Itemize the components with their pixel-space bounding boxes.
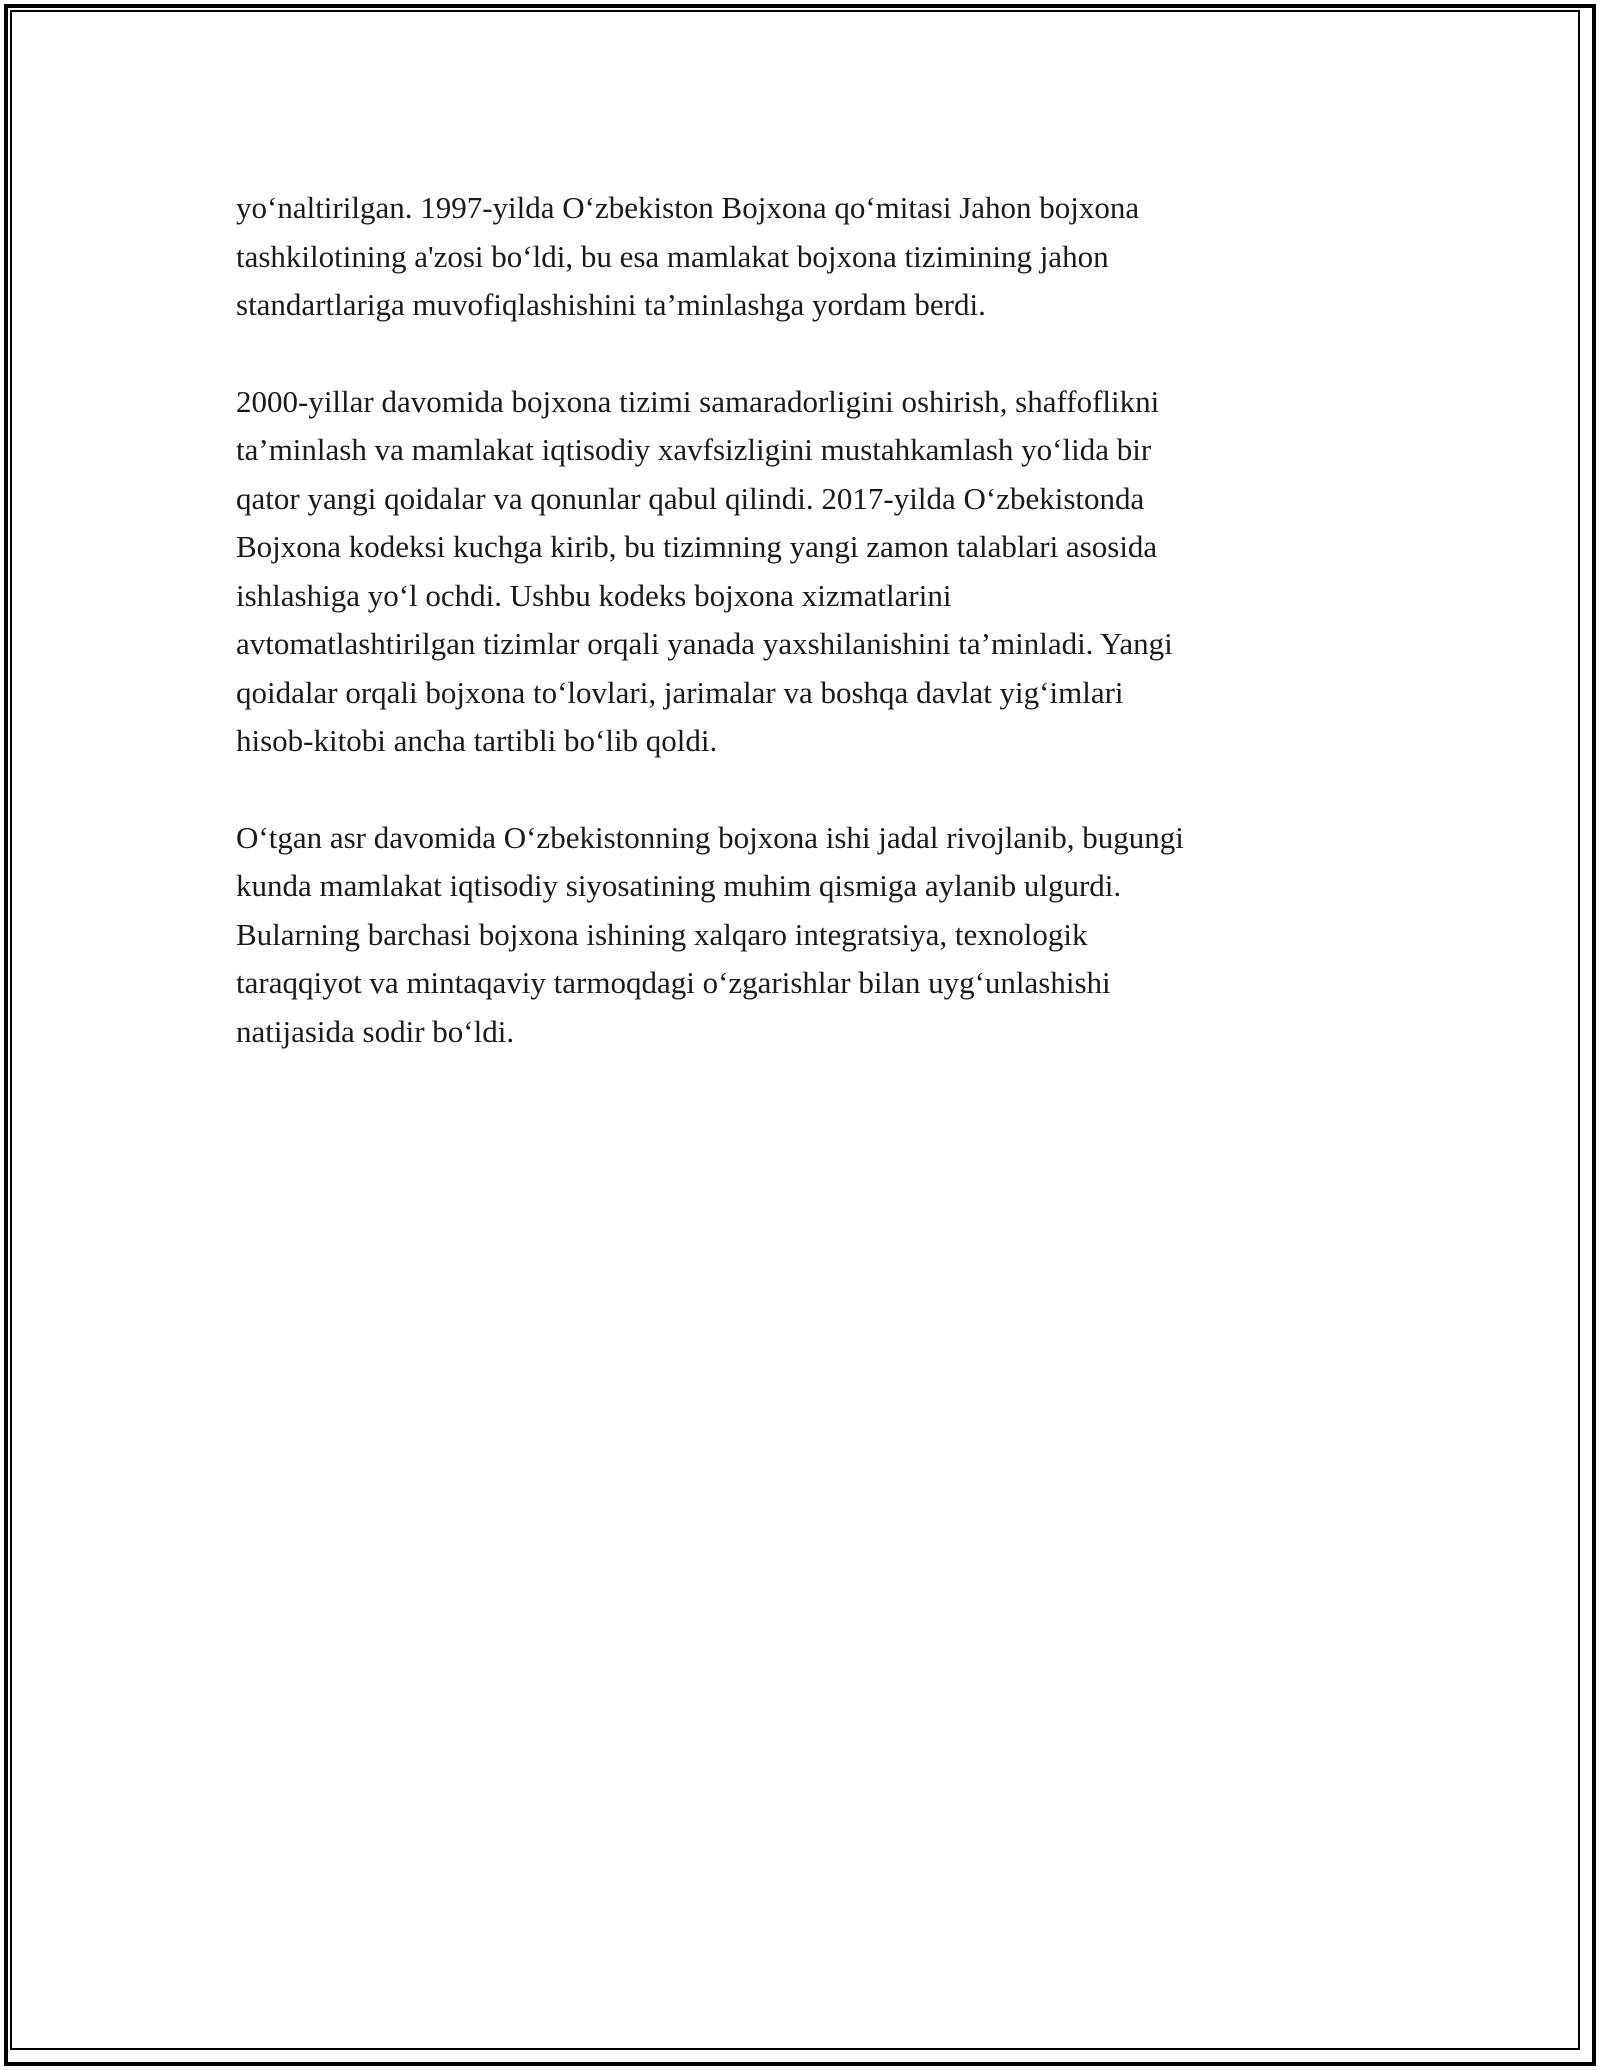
- text-line: avtomatlashtirilgan tizimlar orqali yanada yaxshilanishini ta’minladi. Yangi: [236, 626, 1173, 661]
- text-line: Bojxona kodeksi kuchga kirib, bu tizimning yangi zamon talablari asosida: [236, 529, 1158, 564]
- text-line: O‘tgan asr davomida O‘zbekistonning bojxona ishi jadal rivojlanib, bugungi: [236, 819, 1184, 855]
- text-line: Bularning barchasi bojxona ishining xalqaro integratsiya, texnologik: [236, 916, 1088, 952]
- paragraph-3: [236, 814, 1366, 1057]
- text-line: kunda mamlakat iqtisodiy siyosatining muhim qismiga aylanib ulgurdi.: [236, 868, 1122, 903]
- paragraph-1: [236, 184, 1366, 330]
- text-line: 2000-yillar davomida bojxona tizimi samaradorligini oshirish, shaffoflikni: [236, 383, 1160, 419]
- text-line: natijasida sodir bo‘ldi.: [236, 1013, 515, 1049]
- text-line: qator yangi qoidalar va qonunlar qabul qilindi. 2017-yilda O‘zbekistonda: [236, 480, 1145, 516]
- text-line: standartlariga muvofiqlashishini ta’minlashga yordam berdi.: [236, 287, 986, 322]
- text-line: ishlashiga yo‘l ochdi. Ushbu kodeks bojxona xizmatlarini: [236, 577, 952, 613]
- text-line: tashkilotining a'zosi bo‘ldi, bu esa mamlakat bojxona tizimining jahon: [236, 238, 1109, 274]
- paragraph-2: [236, 378, 1366, 766]
- document-body: [236, 184, 1366, 1104]
- text-line: taraqqiyot va mintaqaviy tarmoqdagi o‘zgarishlar bilan uyg‘unlashishi: [236, 965, 1111, 1000]
- text-line: ta’minlash va mamlakat iqtisodiy xavfsizligini mustahkamlash yo‘lida bir: [236, 432, 1152, 467]
- text-line: yo‘naltirilgan. 1997-yilda O‘zbekiston Bojxona qo‘mitasi Jahon bojxona: [236, 190, 1140, 225]
- text-line: hisob-kitobi ancha tartibli bo‘lib qoldi.: [236, 723, 718, 758]
- text-line: qoidalar orqali bojxona to‘lovlari, jarimalar va boshqa davlat yig‘imlari: [236, 674, 1124, 710]
